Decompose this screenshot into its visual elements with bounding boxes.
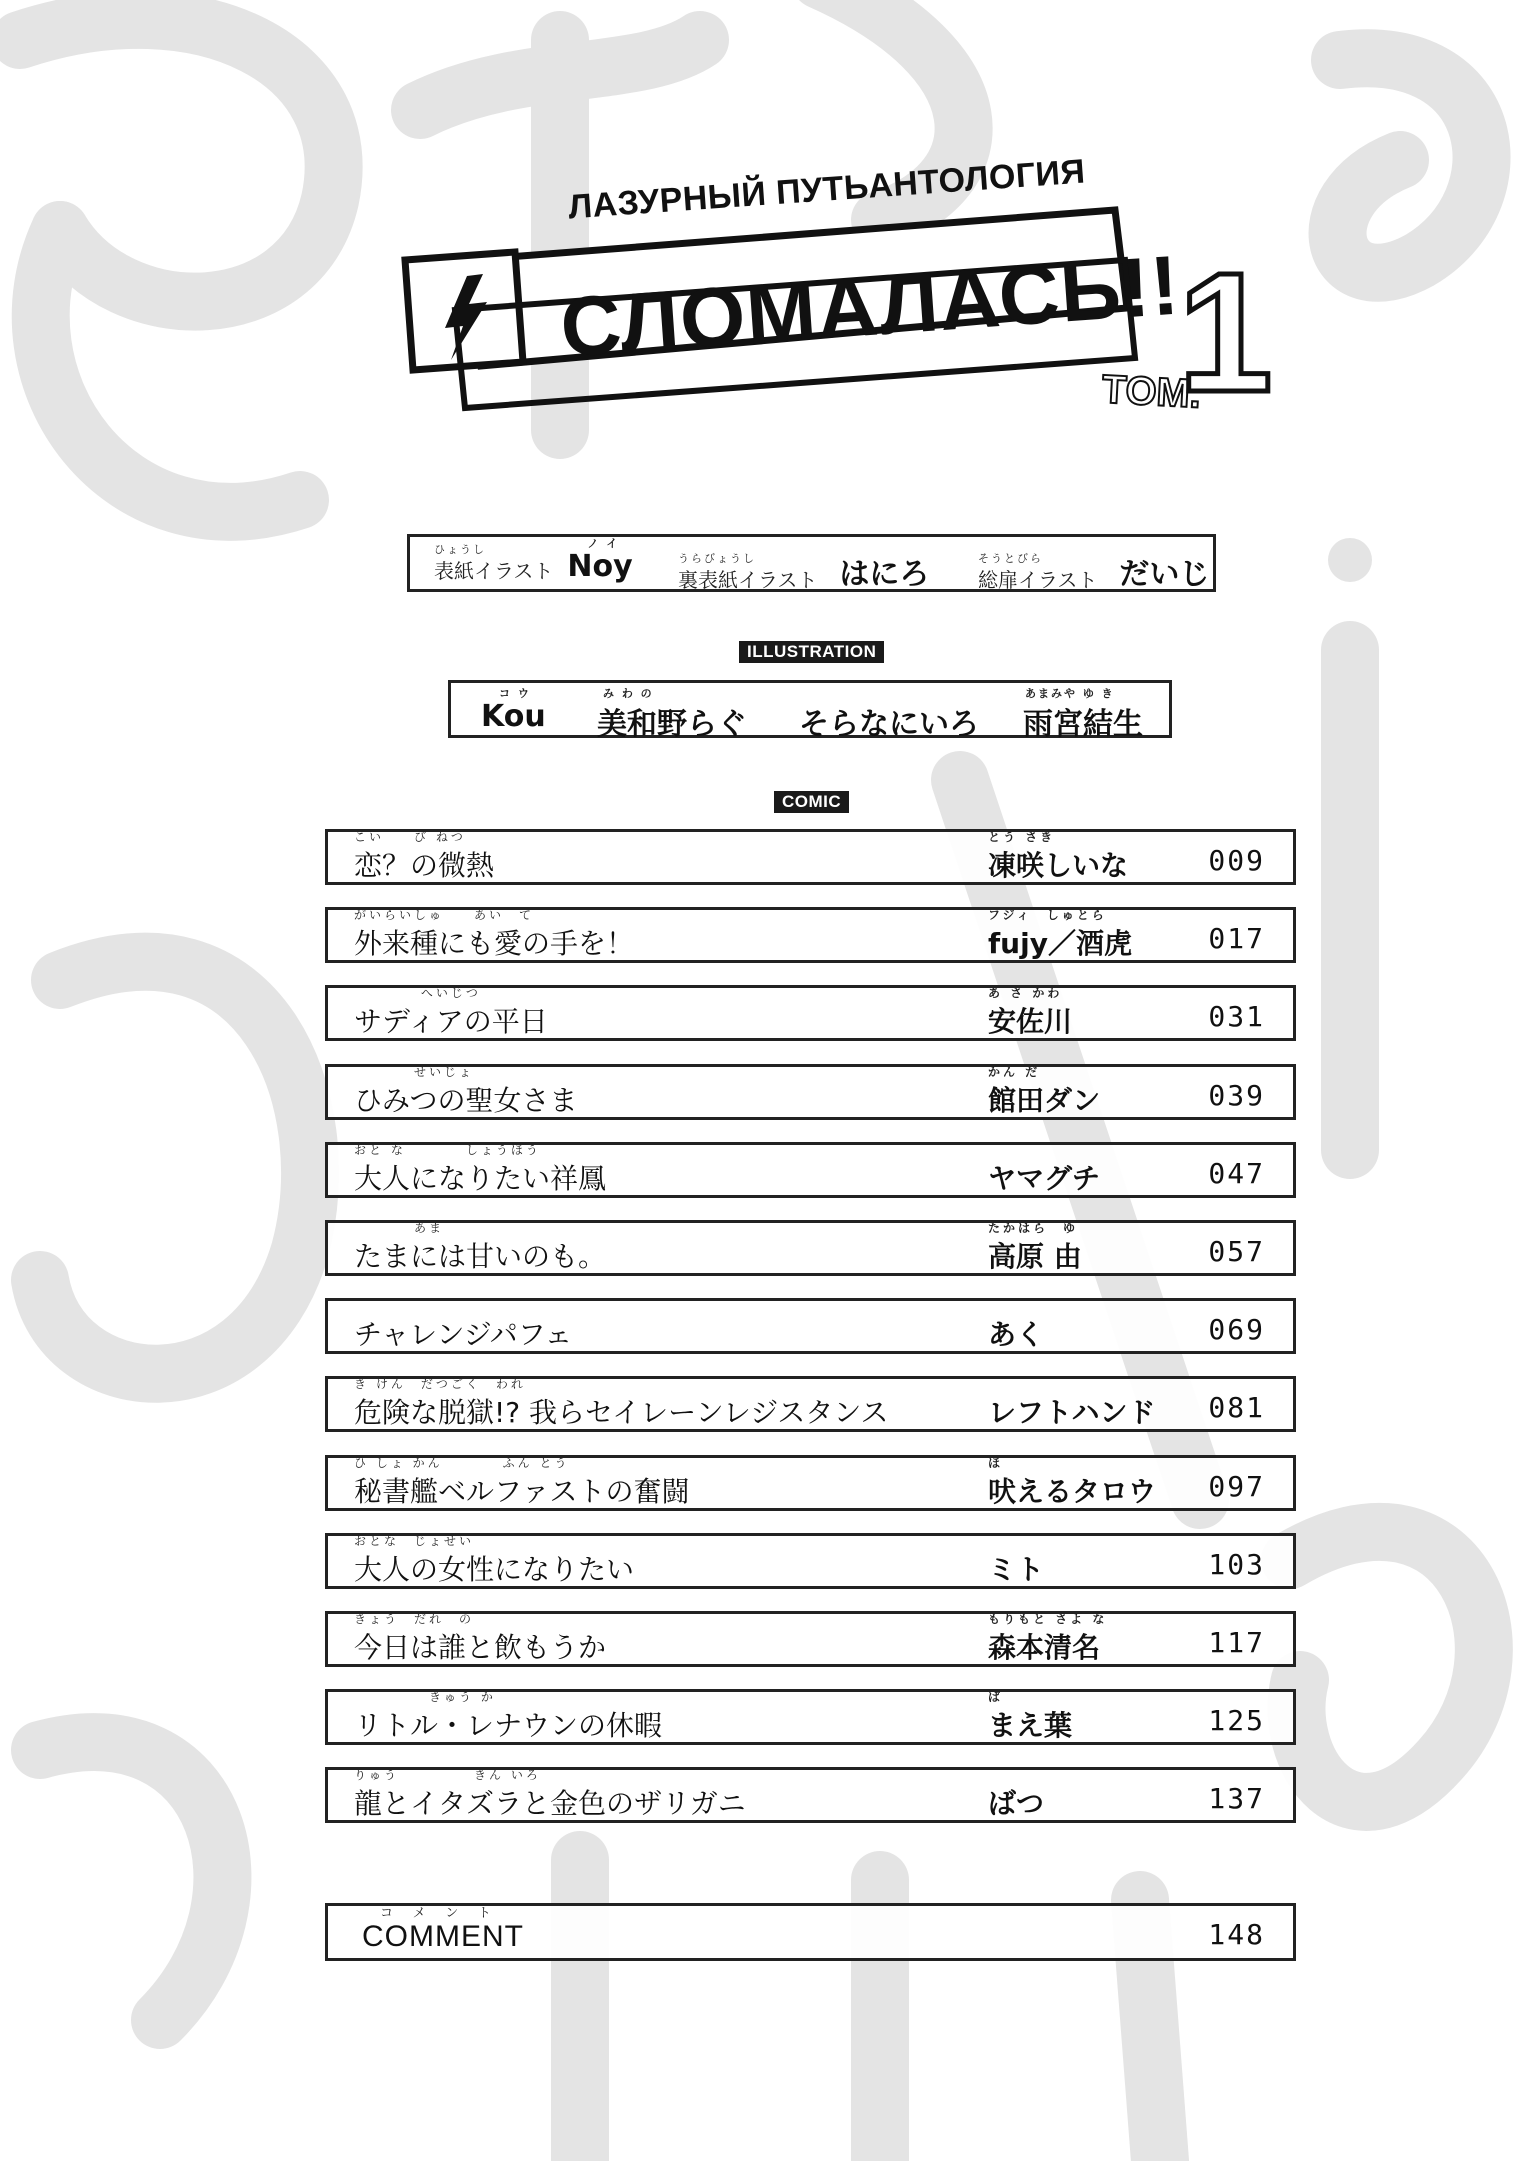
- illustrator-name: コ ウ Kou: [481, 687, 546, 734]
- table-row[interactable]: [325, 1142, 1296, 1198]
- story-author: ばつ: [988, 1787, 1045, 1821]
- cover-credit: [434, 537, 633, 584]
- story-title: おと な しょうほう 大人になりたい祥鳳: [354, 1142, 607, 1195]
- credit-name: だいじ: [1119, 557, 1210, 592]
- story-title: あま たまには甘いのも。: [354, 1221, 607, 1273]
- page-number: 057: [1208, 1235, 1265, 1268]
- comment-page-number: 148: [1208, 1918, 1265, 1951]
- comment-row[interactable]: [325, 1903, 1296, 1961]
- story-author: ば まえ葉: [988, 1690, 1073, 1743]
- story-title: こい び ねつ 恋？の微熱: [354, 830, 495, 882]
- story-author: ミト: [988, 1552, 1045, 1586]
- page-number: 081: [1208, 1391, 1265, 1425]
- illustration-box: [448, 680, 1172, 742]
- table-row[interactable]: [325, 829, 1296, 885]
- series-name: ЛАЗУРНЫЙ ПУТЬ: [567, 167, 871, 227]
- story-author: かん だ 館田ダン: [988, 1064, 1101, 1117]
- table-row[interactable]: [325, 1533, 1296, 1589]
- story-author: とう さき 凍咲しいな: [988, 830, 1129, 882]
- table-row[interactable]: [325, 1376, 1296, 1432]
- story-title: へいじつ サディアの平日: [354, 986, 548, 1039]
- credit-role: そうとびら 総扉イラスト: [978, 552, 1098, 592]
- story-author: レフトハンド: [988, 1396, 1156, 1430]
- page-number: 069: [1208, 1313, 1265, 1347]
- table-row[interactable]: [325, 907, 1296, 963]
- table-row[interactable]: [325, 1767, 1296, 1823]
- page-number: 047: [1208, 1156, 1265, 1190]
- cover-credits-box: [407, 534, 1216, 592]
- comic-label: COMIC: [774, 791, 849, 813]
- credit-role: ひょうし 表紙イラスト: [434, 543, 554, 583]
- illustrator-name: そらなにいろ: [799, 707, 979, 742]
- volume-label: ТОМ.: [1100, 367, 1203, 417]
- credit-role: うらびょうし 裏表紙イラスト: [678, 552, 818, 592]
- story-title: きゅう か リトル・レナウンの休暇: [354, 1690, 663, 1743]
- story-author: もりもと さよ な 森本清名: [988, 1612, 1108, 1664]
- story-author: フジィ しゅとら fujy／酒虎: [988, 908, 1132, 961]
- comment-label: コ メ ン ト COMMENT: [362, 1905, 524, 1953]
- page-number: 097: [1208, 1469, 1265, 1503]
- table-row[interactable]: [325, 1064, 1296, 1120]
- page-title: СЛОМАЛАСЬ!!: [557, 237, 1183, 375]
- page-number: 039: [1208, 1078, 1265, 1112]
- credit-name: ノ イ Noy: [567, 537, 633, 584]
- illustrator-name: あまみや ゆ き 雨宮結生: [1023, 687, 1143, 742]
- story-author: あく: [988, 1318, 1045, 1352]
- story-title: き けん だつごく われ 危険な脱獄!? 我らセイレーンレジスタンス: [354, 1377, 889, 1430]
- illustration-label: ILLUSTRATION: [739, 641, 884, 663]
- anthology-label: АНТОЛОГИЯ: [866, 152, 1087, 206]
- table-row[interactable]: [325, 1689, 1296, 1745]
- story-title: がいらいしゅ あい て 外来種にも愛の手を！: [354, 908, 635, 961]
- story-author: ほ 吠えるタロウ: [988, 1455, 1157, 1508]
- story-title: ひ しょ かん ふん とう 秘書艦ベルファストの奮闘: [354, 1455, 690, 1508]
- page-number: 103: [1208, 1547, 1265, 1581]
- page-number: 117: [1208, 1626, 1265, 1659]
- page-number: 009: [1208, 844, 1265, 877]
- table-row[interactable]: [325, 1298, 1296, 1354]
- story-title: チャレンジパフェ: [354, 1318, 573, 1352]
- story-title: おとな じょせい 大人の女性になりたい: [354, 1533, 635, 1586]
- story-author: ヤマグチ: [988, 1161, 1101, 1195]
- table-row[interactable]: [325, 985, 1296, 1041]
- table-row[interactable]: [325, 1220, 1296, 1276]
- page-number: 137: [1208, 1782, 1265, 1816]
- volume-number: 1: [1178, 238, 1273, 428]
- story-title: りゅう きん いろ 龍とイタズラと金色のザリガニ: [354, 1768, 746, 1821]
- credit-name: はにろ: [839, 557, 930, 592]
- story-title: きょう だれ の 今日は誰と飲もうか: [354, 1612, 607, 1664]
- cover-credit: [978, 549, 1209, 593]
- story-title: せいじょ ひみつの聖女さま: [354, 1064, 578, 1117]
- table-row[interactable]: [325, 1455, 1296, 1511]
- page-number: 017: [1208, 922, 1265, 956]
- cover-credit: [678, 549, 929, 593]
- page-number: 125: [1208, 1704, 1265, 1738]
- table-row[interactable]: [325, 1611, 1296, 1667]
- page-number: 031: [1208, 1000, 1265, 1034]
- story-author: あ さ かわ 安佐川: [988, 986, 1073, 1039]
- illustrator-name: み わ の 美和野らぐ: [597, 687, 747, 742]
- story-author: たかはら ゆ 高原 由: [988, 1221, 1082, 1273]
